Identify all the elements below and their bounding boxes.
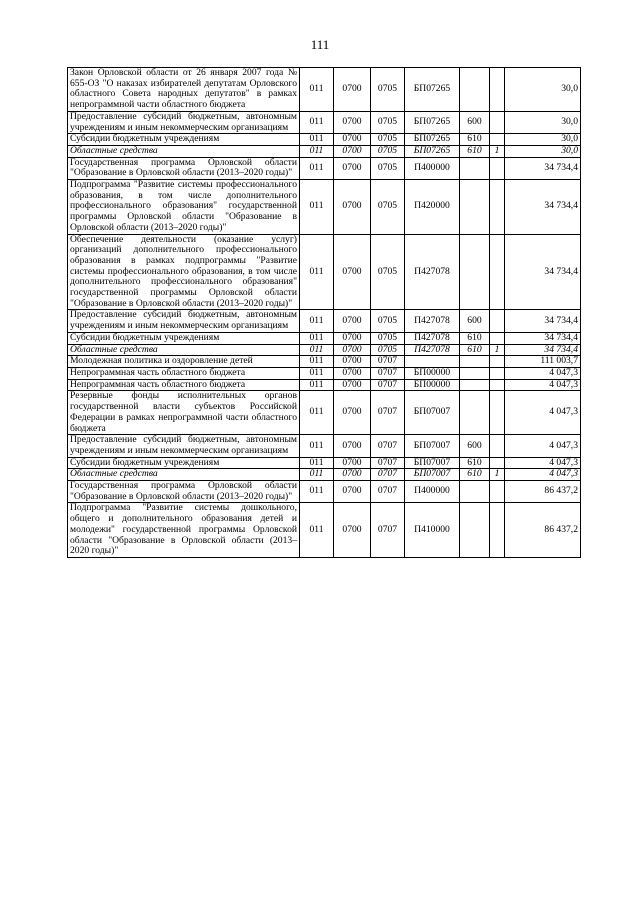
funding-source-cell [490, 356, 505, 368]
table-row [68, 134, 581, 146]
item-name-cell: Непрограммная часть областного бюджета [68, 379, 300, 391]
target-article-cell: БП07265 [405, 111, 460, 133]
item-name-cell: Областные средства [68, 469, 300, 481]
expense-type-cell [460, 481, 490, 503]
grbs-code-cell: 011 [300, 111, 334, 133]
table-row [68, 68, 581, 112]
target-article-cell: П400000 [405, 481, 460, 503]
section-code-cell: 0700 [334, 435, 371, 457]
item-name-cell: Резервные фонды исполнительных органов государственной власти субъектов Российской Федерации в рамках непрограммной части областного бюджета [68, 391, 300, 435]
amount-cell: 30,0 [505, 145, 581, 157]
amount-cell: 86 437,2 [505, 481, 581, 503]
target-article-cell: БП07007 [405, 435, 460, 457]
funding-source-cell [490, 367, 505, 379]
table-row [68, 234, 581, 310]
expense-type-cell [460, 180, 490, 235]
amount-cell: 4 047,3 [505, 469, 581, 481]
funding-source-cell [490, 379, 505, 391]
expense-type-cell: 600 [460, 111, 490, 133]
expense-type-cell: 600 [460, 310, 490, 332]
funding-source-cell [490, 180, 505, 235]
table-row [68, 379, 581, 391]
subsection-code-cell: 0705 [371, 332, 405, 344]
target-article-cell: БП00000 [405, 379, 460, 391]
funding-source-cell [490, 310, 505, 332]
table-row [68, 145, 581, 157]
grbs-code-cell: 011 [300, 180, 334, 235]
target-article-cell: П427078 [405, 332, 460, 344]
section-code-cell: 0700 [334, 180, 371, 235]
table-row [68, 356, 581, 368]
table-row [68, 481, 581, 503]
section-code-cell: 0700 [334, 367, 371, 379]
grbs-code-cell: 011 [300, 391, 334, 435]
funding-source-cell: 1 [490, 145, 505, 157]
target-article-cell: П410000 [405, 503, 460, 558]
expense-type-cell [460, 379, 490, 391]
amount-cell: 4 047,3 [505, 435, 581, 457]
target-article-cell: БП07265 [405, 68, 460, 112]
target-article-cell: П427078 [405, 310, 460, 332]
grbs-code-cell: 011 [300, 356, 334, 368]
amount-cell: 4 047,3 [505, 379, 581, 391]
item-name-cell: Закон Орловской области от 26 января 2007 года № 655-ОЗ "О наказах избирателей депутатам Орловского областного Совета народных депутатов" в рамках непрограммной части областного бюджета [68, 68, 300, 112]
section-code-cell: 0700 [334, 111, 371, 133]
item-name-cell: Предоставление субсидий бюджетным, автономным учреждениям и иным некоммерческим организациям [68, 111, 300, 133]
target-article-cell: БП07265 [405, 145, 460, 157]
table-row [68, 180, 581, 235]
item-name-cell: Предоставление субсидий бюджетным, автономным учреждениям и иным некоммерческим организациям [68, 435, 300, 457]
table-row [68, 310, 581, 332]
funding-source-cell [490, 111, 505, 133]
subsection-code-cell: 0707 [371, 391, 405, 435]
expense-type-cell: 610 [460, 332, 490, 344]
item-name-cell: Областные средства [68, 145, 300, 157]
section-code-cell: 0700 [334, 234, 371, 310]
funding-source-cell [490, 134, 505, 146]
expense-type-cell: 600 [460, 435, 490, 457]
section-code-cell: 0700 [334, 134, 371, 146]
page-number: 111 [310, 37, 330, 52]
expense-type-cell [460, 367, 490, 379]
table-row [68, 469, 581, 481]
table-row [68, 344, 581, 356]
grbs-code-cell: 011 [300, 481, 334, 503]
item-name-cell: Обеспечение деятельности (оказание услуг) организаций дополнительного профессионального образования в рамках подпрограммы "Развитие системы профессионального образования, в том числе дополнительного профессионального образования" государственной программы Орловской области "Образование в Орловской области (2013–2020 годы)" [68, 234, 300, 310]
expense-type-cell [460, 356, 490, 368]
grbs-code-cell: 011 [300, 344, 334, 356]
table-row [68, 157, 581, 179]
amount-cell: 34 734,4 [505, 157, 581, 179]
item-name-cell: Подпрограмма "Развитие системы дошкольного, общего и дополнительного образования детей и молодежи" государственной программы Орловской области "Образование в Орловской области (2013–2020 годы)" [68, 503, 300, 558]
table-row [68, 367, 581, 379]
target-article-cell: БП07007 [405, 391, 460, 435]
target-article-cell: П400000 [405, 157, 460, 179]
table-row [68, 391, 581, 435]
funding-source-cell [490, 68, 505, 112]
table-row [68, 111, 581, 133]
grbs-code-cell: 011 [300, 157, 334, 179]
subsection-code-cell: 0705 [371, 111, 405, 133]
funding-source-cell [490, 157, 505, 179]
expense-type-cell [460, 157, 490, 179]
amount-cell: 30,0 [505, 68, 581, 112]
item-name-cell: Молодежная политика и оздоровление детей [68, 356, 300, 368]
amount-cell: 34 734,4 [505, 332, 581, 344]
section-code-cell: 0700 [334, 503, 371, 558]
section-code-cell: 0700 [334, 469, 371, 481]
section-code-cell: 0700 [334, 145, 371, 157]
funding-source-cell [490, 332, 505, 344]
subsection-code-cell: 0707 [371, 367, 405, 379]
expense-type-cell: 610 [460, 344, 490, 356]
table-row [68, 332, 581, 344]
item-name-cell: Субсидии бюджетным учреждениям [68, 457, 300, 469]
subsection-code-cell: 0705 [371, 68, 405, 112]
amount-cell: 30,0 [505, 111, 581, 133]
expense-type-cell: 610 [460, 134, 490, 146]
subsection-code-cell: 0705 [371, 234, 405, 310]
grbs-code-cell: 011 [300, 145, 334, 157]
funding-source-cell [490, 234, 505, 310]
subsection-code-cell: 0705 [371, 310, 405, 332]
grbs-code-cell: 011 [300, 435, 334, 457]
item-name-cell: Подпрограмма "Развитие системы профессионального образования, в том числе дополнительного профессионального образования" государственной программы Орловской области "Образование в Орловской области (2013–2020 годы)" [68, 180, 300, 235]
table-row [68, 503, 581, 558]
amount-cell: 111 003,7 [505, 356, 581, 368]
subsection-code-cell: 0707 [371, 469, 405, 481]
expense-type-cell [460, 234, 490, 310]
section-code-cell: 0700 [334, 391, 371, 435]
subsection-code-cell: 0705 [371, 134, 405, 146]
subsection-code-cell: 0707 [371, 435, 405, 457]
funding-source-cell [490, 457, 505, 469]
grbs-code-cell: 011 [300, 503, 334, 558]
grbs-code-cell: 011 [300, 332, 334, 344]
funding-source-cell [490, 391, 505, 435]
budget-table [67, 67, 581, 558]
amount-cell: 4 047,3 [505, 457, 581, 469]
expense-type-cell [460, 503, 490, 558]
item-name-cell: Государственная программа Орловской области "Образование в Орловской области (2013–2020 годы)" [68, 157, 300, 179]
amount-cell: 30,0 [505, 134, 581, 146]
target-article-cell: П427078 [405, 344, 460, 356]
funding-source-cell [490, 435, 505, 457]
target-article-cell: П427078 [405, 234, 460, 310]
amount-cell: 4 047,3 [505, 367, 581, 379]
target-article-cell: БП07265 [405, 134, 460, 146]
section-code-cell: 0700 [334, 481, 371, 503]
subsection-code-cell: 0707 [371, 379, 405, 391]
subsection-code-cell: 0707 [371, 481, 405, 503]
target-article-cell: БП07007 [405, 457, 460, 469]
target-article-cell: П420000 [405, 180, 460, 235]
subsection-code-cell: 0707 [371, 457, 405, 469]
item-name-cell: Непрограммная часть областного бюджета [68, 367, 300, 379]
amount-cell: 34 734,4 [505, 234, 581, 310]
item-name-cell: Субсидии бюджетным учреждениям [68, 332, 300, 344]
target-article-cell: БП00000 [405, 367, 460, 379]
funding-source-cell [490, 481, 505, 503]
item-name-cell: Государственная программа Орловской области "Образование в Орловской области (2013–2020 годы)" [68, 481, 300, 503]
subsection-code-cell: 0705 [371, 157, 405, 179]
expense-type-cell [460, 391, 490, 435]
amount-cell: 34 734,4 [505, 310, 581, 332]
grbs-code-cell: 011 [300, 379, 334, 391]
subsection-code-cell: 0705 [371, 145, 405, 157]
subsection-code-cell: 0707 [371, 503, 405, 558]
target-article-cell: БП07007 [405, 469, 460, 481]
amount-cell: 4 047,3 [505, 391, 581, 435]
section-code-cell: 0700 [334, 379, 371, 391]
amount-cell: 86 437,2 [505, 503, 581, 558]
section-code-cell: 0700 [334, 157, 371, 179]
section-code-cell: 0700 [334, 356, 371, 368]
section-code-cell: 0700 [334, 457, 371, 469]
funding-source-cell [490, 503, 505, 558]
grbs-code-cell: 011 [300, 134, 334, 146]
subsection-code-cell: 0705 [371, 180, 405, 235]
section-code-cell: 0700 [334, 332, 371, 344]
table-row [68, 457, 581, 469]
amount-cell: 34 734,4 [505, 344, 581, 356]
section-code-cell: 0700 [334, 310, 371, 332]
table-row [68, 435, 581, 457]
subsection-code-cell: 0705 [371, 344, 405, 356]
grbs-code-cell: 011 [300, 310, 334, 332]
grbs-code-cell: 011 [300, 68, 334, 112]
expense-type-cell: 610 [460, 145, 490, 157]
section-code-cell: 0700 [334, 344, 371, 356]
table-body [68, 68, 581, 558]
item-name-cell: Предоставление субсидий бюджетным, автономным учреждениям и иным некоммерческим организациям [68, 310, 300, 332]
target-article-cell [405, 356, 460, 368]
section-code-cell: 0700 [334, 68, 371, 112]
item-name-cell: Областные средства [68, 344, 300, 356]
grbs-code-cell: 011 [300, 367, 334, 379]
expense-type-cell: 610 [460, 457, 490, 469]
grbs-code-cell: 011 [300, 457, 334, 469]
funding-source-cell: 1 [490, 469, 505, 481]
amount-cell: 34 734,4 [505, 180, 581, 235]
expense-type-cell [460, 68, 490, 112]
funding-source-cell: 1 [490, 344, 505, 356]
grbs-code-cell: 011 [300, 469, 334, 481]
subsection-code-cell: 0707 [371, 356, 405, 368]
grbs-code-cell: 011 [300, 234, 334, 310]
expense-type-cell: 610 [460, 469, 490, 481]
item-name-cell: Субсидии бюджетным учреждениям [68, 134, 300, 146]
